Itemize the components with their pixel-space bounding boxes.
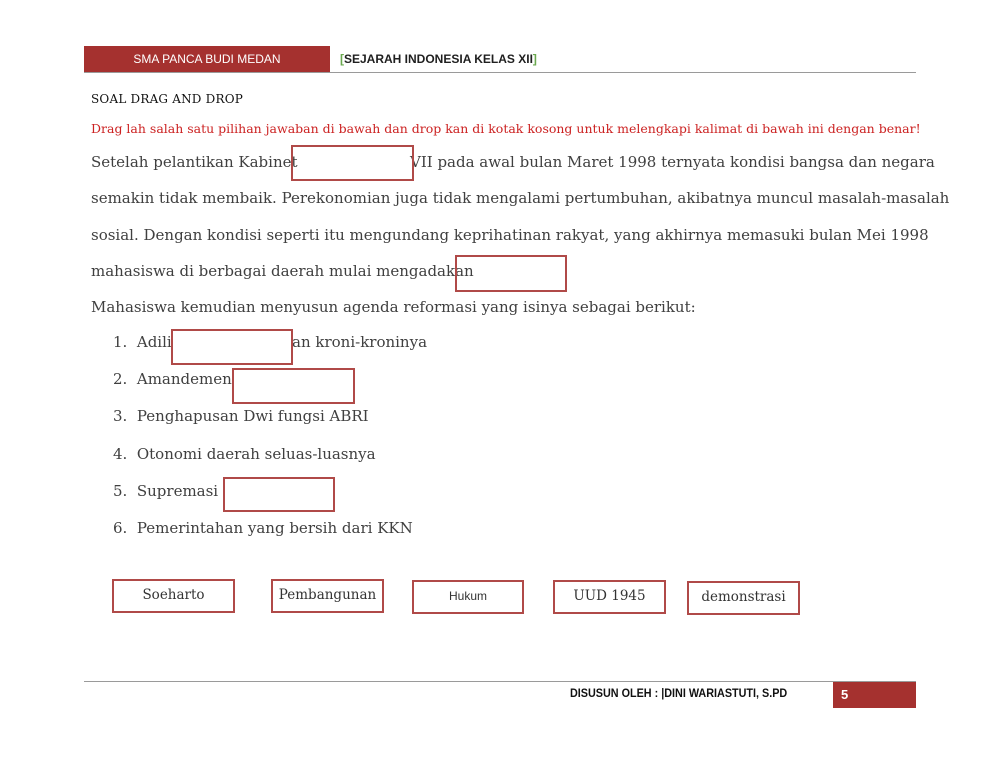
- list-text: Penghapusan Dwi fungsi ABRI: [136, 407, 369, 425]
- header-divider: [84, 72, 916, 73]
- footer-divider: [84, 681, 916, 682]
- list-num: 3.: [113, 407, 128, 425]
- subject-title: [340, 46, 537, 72]
- list-item-rest: an kroni-kroninya: [292, 333, 428, 351]
- drop-box-demonstrasi[interactable]: [455, 255, 567, 292]
- subject-text: SEJARAH INDONESIA KELAS XII: [344, 52, 533, 66]
- page-title: SOAL DRAG AND DROP: [91, 92, 244, 106]
- page-number: 5: [833, 682, 916, 708]
- list-num: 1.: [113, 333, 128, 351]
- list-num: 5.: [113, 482, 128, 500]
- drop-box-soeharto[interactable]: [171, 329, 293, 365]
- instruction-text: Drag lah salah satu pilihan jawaban di bawah dan drop kan di kotak kosong untuk melengkapi kalimat di bawah ini dengan benar!: [91, 121, 921, 136]
- list-item: [113, 407, 369, 425]
- list-num: 4.: [113, 445, 128, 463]
- list-text: Supremasi: [136, 482, 219, 500]
- paragraph-line-4: mahasiswa di berbagai daerah mulai mengadakan: [91, 262, 474, 280]
- author-credit: DISUSUN OLEH : |DINI WARIASTUTI, S.PD: [570, 686, 788, 700]
- list-text: Adili: [136, 333, 172, 351]
- drop-box-uud[interactable]: [232, 368, 355, 404]
- list-num: 6.: [113, 519, 128, 537]
- bracket-close: ]: [532, 52, 537, 66]
- answer-pembangunan[interactable]: Pembangunan: [271, 579, 384, 613]
- line1-before: Setelah pelantikan Kabinet: [91, 153, 298, 171]
- paragraph-line-5: Mahasiswa kemudian menyusun agenda reformasi yang isinya sebagai berikut:: [91, 298, 696, 316]
- answer-hukum[interactable]: Hukum: [412, 580, 524, 614]
- drop-box-hukum[interactable]: [223, 477, 335, 512]
- school-name: SMA PANCA BUDI MEDAN: [84, 46, 330, 72]
- list-item: [113, 445, 376, 463]
- list-num: 2.: [113, 370, 128, 388]
- list-item: [113, 333, 172, 351]
- list-item: [113, 482, 218, 500]
- list-item: [113, 519, 413, 537]
- line1-after: VII pada awal bulan Maret 1998 ternyata kondisi bangsa dan negara: [410, 153, 935, 171]
- paragraph-line-1-rest: [410, 152, 935, 172]
- answer-demonstrasi[interactable]: demonstrasi: [687, 581, 800, 615]
- list-text: Amandemen: [136, 370, 232, 388]
- drop-box-kabinet[interactable]: [291, 145, 414, 181]
- list-text: Otonomi daerah seluas-luasnya: [136, 445, 376, 463]
- list-item: [113, 370, 232, 388]
- answer-uud-1945[interactable]: UUD 1945: [553, 580, 666, 614]
- paragraph-line-3: sosial. Dengan kondisi seperti itu mengundang keprihatinan rakyat, yang akhirnya memasuki bulan Mei 1998: [91, 226, 929, 244]
- bracket-open: [: [340, 52, 344, 66]
- paragraph-line-2: semakin tidak membaik. Perekonomian juga tidak mengalami pertumbuhan, akibatnya muncul masalah-masalah: [91, 189, 950, 207]
- list-text: Pemerintahan yang bersih dari KKN: [136, 519, 413, 537]
- answer-soeharto[interactable]: Soeharto: [112, 579, 235, 613]
